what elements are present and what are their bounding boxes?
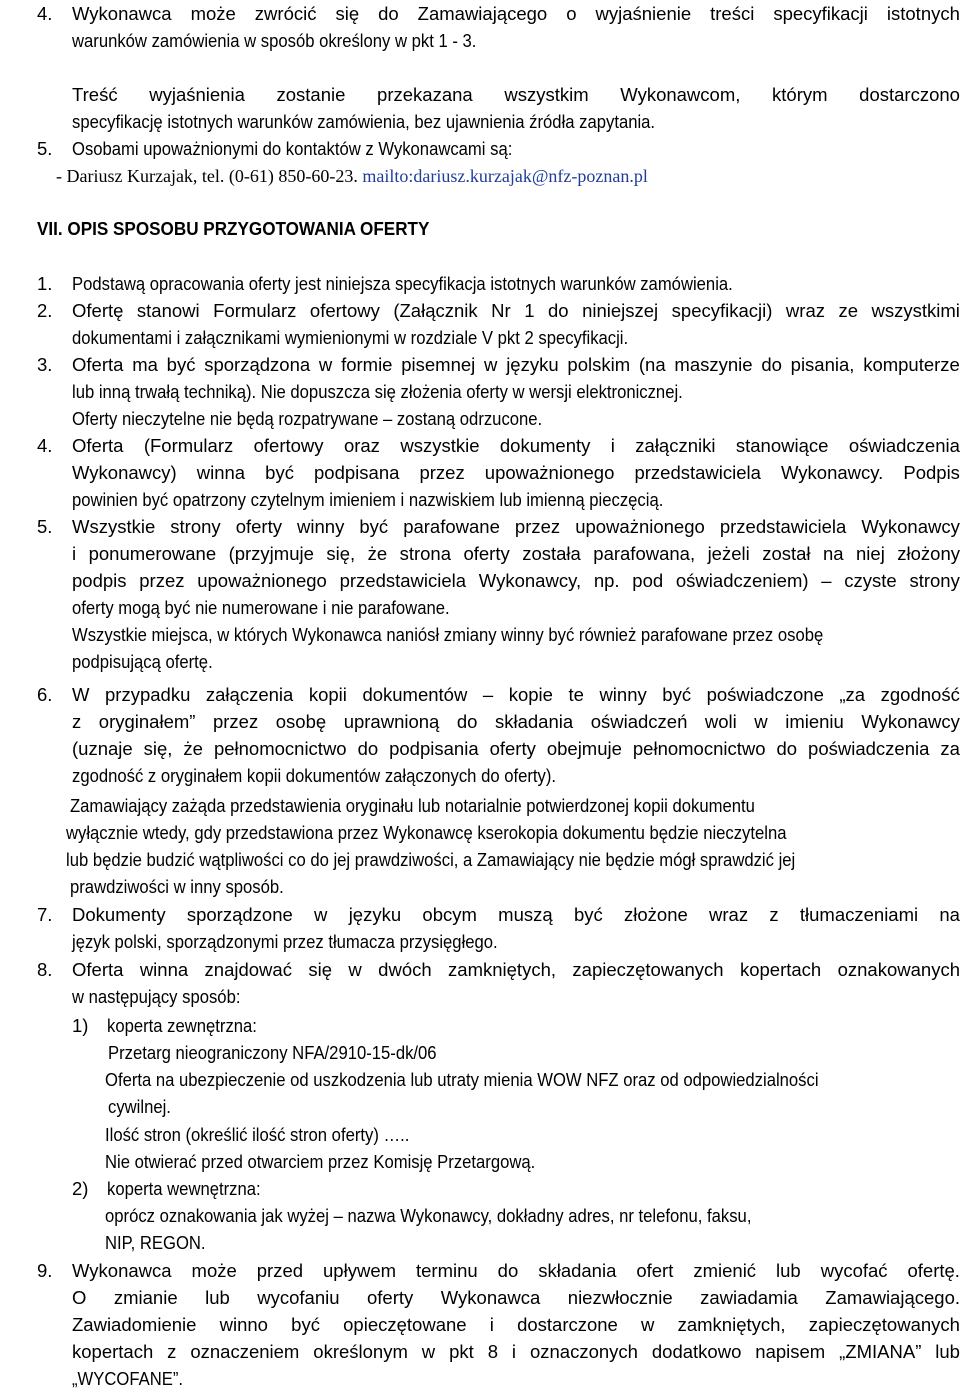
word: czyste [844,570,897,591]
word: Zawiadomienie [72,1314,197,1335]
word: – [482,684,494,705]
word: imieniu [785,711,844,732]
word: pisemnej [401,354,476,375]
text-line: warunków zamówienia w sposób określony w pkt 1 - 3. [72,30,477,51]
text-line: prawdziwości w inny sposób. [70,876,284,897]
word: O [72,1287,87,1308]
word: być [359,516,389,537]
justified-line [72,1313,960,1337]
text-line: język polski, sporządzonymi przez tłumacza przysięgłego. [72,931,498,952]
word: może [190,3,236,24]
text-line: koperta zewnętrzna: [107,1015,257,1036]
word: tłumaczeniami [799,904,919,925]
word: za [940,738,960,759]
word: ofertowy [309,300,380,321]
justified-line [72,1286,960,1310]
word: Formularz [213,300,297,321]
word: oświadczeń [590,711,688,732]
justified-line [72,1259,960,1283]
word: języku [506,354,559,375]
word: winna [139,959,189,980]
word: że [183,738,203,759]
word: pełnomocnictwo [632,738,766,759]
word: do [776,738,798,759]
word: dwóch [378,959,432,980]
word: treści [710,3,755,24]
word: Oferta [72,435,124,456]
word: winny [297,516,345,537]
word: wycofaniu [257,1287,340,1308]
word: niezwłocznie [567,1287,673,1308]
word: Wykonawca [72,1260,172,1281]
word: jeżeli [707,543,750,564]
item-number: 7. [37,904,53,925]
word: w [348,959,362,980]
word: woli [704,711,737,732]
text-line: Zamawiający zażąda przedstawienia oryginału lub notarialnie potwierdzonej kopii dokumentu [70,795,755,816]
word: dodatkowo [651,1341,742,1362]
word: być [573,904,603,925]
item-number: 3. [37,354,53,375]
word: na [939,904,960,925]
word: parafowane [403,516,500,537]
word: złożony [897,543,960,564]
word: Wykonawcy [861,711,960,732]
word: pisania, [790,354,855,375]
word: oferty [489,738,536,759]
word: z [72,711,82,732]
word: podpis [72,570,127,591]
word: zmienić [693,1260,757,1281]
word: składania [494,711,574,732]
justified-line [72,569,960,593]
text-line: Oferty nieczytelne nie będą rozpatrywane – zostaną odrzucone. [72,408,543,429]
word: napisem [755,1341,826,1362]
word: do [456,711,478,732]
word: do [497,1260,519,1281]
text-line: lub inną trwałą techniką). Nie dopuszcza się złożenia oferty w wersji elektronicznej. [72,381,683,402]
word: „za [839,684,866,705]
word: Wykonawcy [861,516,960,537]
text-line: wyłącznie wtedy, gdy przedstawiona przez Wykonawcę kserokopia dokumentu będzie nieczytelna [66,822,787,843]
word: przez [212,711,259,732]
word: oświadczenia [848,435,960,456]
word: ze [838,300,859,321]
word: przez [139,570,185,591]
word: może [191,1260,237,1281]
word: w [421,1341,436,1362]
word: strony [909,570,960,591]
word: dokumentów [362,684,468,705]
word: Wykonawcy, [478,570,582,591]
word: oznaczeniem [190,1341,300,1362]
word: się [308,959,333,980]
word: lub [205,1287,230,1308]
word: Wszystkie [72,516,156,537]
text-line: w następujący sposób: [72,986,241,1007]
word: być [265,462,294,483]
word: istotnych [886,3,960,24]
word: dostarczone [517,1314,618,1335]
word: do [761,354,782,375]
word: składania [538,1260,617,1281]
word: niniejszej [582,300,659,321]
word: i [610,435,615,456]
email-link[interactable]: mailto:dariusz.kurzajak@nfz-poznan.pl [362,166,648,186]
word: parafowana, [593,543,696,564]
word: (uznaje [72,738,133,759]
word: do [378,3,399,24]
subitem-number: 2) [72,1178,89,1199]
text-line: Przetarg nieograniczony NFA/2910-15-dk/06 [108,1042,437,1063]
word: ma [132,354,158,375]
word: upoważnionego [197,570,327,591]
text-line: cywilnej. [108,1096,171,1117]
word: winno [219,1314,268,1335]
word: W [72,684,90,705]
text-line: zgodność z oryginałem kopii dokumentów załączonych do oferty). [72,765,557,786]
word: pod [632,570,664,591]
word: i [511,1341,517,1362]
word: wszystkie [400,435,480,456]
word: na [822,543,844,564]
word: wyjaśnienie [595,3,692,24]
word: w [754,711,768,732]
word: podpisana [314,462,400,483]
word: zwrócić [254,3,317,24]
item-number: 4. [37,435,53,456]
word: o [566,3,577,24]
text-line: powinien być opatrzony czytelnym imieniem i nazwiskiem lub imienną pieczęcią. [72,489,664,510]
word: zapieczętowanych [808,1314,960,1335]
section-heading: VII. OPIS SPOSOBU PRZYGOTOWANIA OFERTY [37,219,430,239]
word: zamkniętych, [448,959,557,980]
justified-line [72,683,960,707]
word: strona [399,543,452,564]
word: przypadku [105,684,191,705]
word: winna [196,462,246,483]
word: sporządzona [204,354,311,375]
word: 8 [487,1341,498,1362]
word: formie [341,354,393,375]
item-number: 4. [37,3,53,24]
word: 1 [524,300,535,321]
word: poświadczone [706,684,824,705]
word: został [762,543,811,564]
word: została [522,543,581,564]
word: Dokumenty [72,904,166,925]
word: zmianie [113,1287,178,1308]
contact-text: - Dariusz Kurzajak, tel. (0-61) 850-60-23. [56,166,358,186]
text-line: specyfikację istotnych warunków zamówienia, bez ujawnienia źródła zapytania. [72,111,656,132]
word: (przyjmuje [228,543,314,564]
word: niej [856,543,885,564]
word: Zamawiającego [417,3,548,24]
word: (Formularz [143,435,234,456]
word: ofertę. [907,1260,960,1281]
word: osobę [275,711,327,732]
word: się, [326,543,356,564]
word: sporządzone [186,904,293,925]
word: oferty [366,1287,414,1308]
word: przez [419,462,465,483]
word: przekazana [377,84,473,105]
word: z [167,1341,177,1362]
word: „ZMIANA” [839,1341,922,1362]
word: kopii [308,684,347,705]
text-line: oprócz oznakowania jak wyżej – nazwa Wykonawcy, dokładny adres, nr telefonu, faksu, [105,1205,752,1226]
word: kopertach [72,1341,154,1362]
word: oryginałem” [98,711,196,732]
word: Nr [491,300,511,321]
word: być [662,684,692,705]
text-line: Wszystkie miejsca, w których Wykonawca naniósł zmiany winny być również parafowane przez osobę [72,624,824,645]
text-line: NIP, REGON. [105,1232,206,1253]
item-number: 1. [37,273,53,294]
justified-line [72,353,960,377]
text-line: „WYCOFANE”. [72,1368,184,1389]
text-line: Oferta na ubezpieczenie od uszkodzenia lub utraty mienia WOW NFZ oraz od odpowiedzialności [105,1069,819,1090]
word: Wykonawcy) [72,462,177,483]
item-number: 6. [37,684,53,705]
word: załączenia [205,684,294,705]
word: wraz [785,300,825,321]
justified-line [72,1340,960,1364]
word: przez [514,516,561,537]
text-line: oferty mogą być nie numerowane i nie parafowane. [72,597,450,618]
word: polskim [567,354,631,375]
word: być [291,1314,320,1335]
word: oferty [235,516,282,537]
word: specyfikacji) [671,300,773,321]
word: oświadczeniem) [675,570,809,591]
item-number: 8. [37,959,53,980]
word: Ofertę [72,300,124,321]
word: lub [776,1260,801,1281]
word: upoważnionego [484,462,615,483]
word: komputerze [863,354,960,375]
word: pełnomocnictwo [213,738,347,759]
justified-line [72,903,960,927]
word: dokumenty [499,435,591,456]
word: terminu [415,1260,478,1281]
word: zostanie [276,84,346,105]
word: Wykonawca [72,3,172,24]
word: kopertach [739,959,822,980]
word: którym [772,84,828,105]
text-line: Podstawą opracowania oferty jest niniejsza specyfikacja istotnych warunków zamówienia. [72,273,733,294]
word: oznaczonych [529,1341,638,1362]
word: oferty [463,543,510,564]
text-line: lub będzie budzić wątpliwości co do jej prawdziwości, a Zamawiający nie będzie mógł sprawdzić jej [66,849,796,870]
word: przed [256,1260,304,1281]
justified-line [72,83,960,107]
word: Oferta [72,354,124,375]
word: te [568,684,584,705]
word: Oferta [72,959,124,980]
word: obcym [422,904,477,925]
word: uprawnioną [343,711,440,732]
word: języku [348,904,402,925]
justified-line [72,2,960,26]
word: ofert [636,1260,674,1281]
word: strony [170,516,221,537]
word: przedstawiciela [634,462,761,483]
word: i [489,1314,494,1335]
text-line: koperta wewnętrzna: [107,1178,261,1199]
justified-line [72,434,960,458]
word: specyfikacji [773,3,868,24]
item-number: 5. [37,138,53,159]
subitem-number: 1) [72,1015,89,1036]
justified-line [72,958,960,982]
word: oznakowanych [837,959,960,980]
item-number: 5. [37,516,53,537]
item-number: 2. [37,300,53,321]
word: kopie [508,684,553,705]
word: muszą [498,904,553,925]
word: wszystkim [504,84,589,105]
word: zamkniętych, [677,1314,786,1335]
justified-line [72,515,960,539]
text-line: dokumentami i załącznikami wymienionymi w rozdziale V pkt 2 specyfikacji. [72,327,629,348]
word: – [821,570,832,591]
word: Treść [72,84,118,105]
word: zgodność [880,684,960,705]
word: wraz [709,904,749,925]
word: w [484,354,498,375]
word: dostarczono [859,84,960,105]
word: z [769,904,779,925]
word: np. [593,570,620,591]
word: wszystkimi [871,300,960,321]
word: że [367,543,388,564]
word: określonym [313,1341,408,1362]
word: Wykonawcom, [620,84,741,105]
item-number: 9. [37,1260,53,1281]
word: Podpis [903,462,960,483]
word: pkt [449,1341,474,1362]
word: ponumerowane [88,543,217,564]
word: w [641,1314,655,1335]
word: w [314,904,328,925]
text-line: Nie otwierać przed otwarciem przez Komisję Przetargową. [105,1151,536,1172]
word: w [318,354,333,375]
word: i [72,543,77,564]
word: opieczętowane [343,1314,467,1335]
word: Zamawiającego. [825,1287,960,1308]
word: zapieczętowanych [572,959,724,980]
word: złożone [624,904,688,925]
text-line: podpisującą ofertę. [72,651,213,672]
word: wycofać [820,1260,888,1281]
word: obejmuje [546,738,622,759]
word: stanowiące [735,435,829,456]
text-line: Osobami upoważnionymi do kontaktów z Wykonawcami są: [72,138,513,159]
word: być [166,354,196,375]
word: wyjaśnienia [149,84,245,105]
text-line: Ilość stron (określić ilość stron oferty) ….. [105,1124,410,1145]
word: podpisania [389,738,479,759]
word: przedstawiciela [719,516,847,537]
word: upływem [323,1260,397,1281]
word: do [357,738,379,759]
word: poświadczenia [808,738,930,759]
justified-line [72,299,960,323]
justified-line [72,710,960,734]
word: znajdować [204,959,292,980]
word: (na [638,354,666,375]
word: winny [599,684,647,705]
word: Wykonawca [440,1287,541,1308]
word: przedstawiciela [339,570,467,591]
word: załączniki [635,435,716,456]
word: się [335,3,360,24]
justified-line [72,542,960,566]
word: maszynie [674,354,753,375]
word: lub [935,1341,960,1362]
word: oraz [343,435,380,456]
word: stanowi [136,300,200,321]
word: Wykonawcy. [781,462,884,483]
word: ofertowy [253,435,324,456]
justified-line [72,461,960,485]
justified-line [72,737,960,761]
word: się, [143,738,173,759]
word: (Załącznik [393,300,478,321]
word: upoważnionego [575,516,705,537]
word: zawiadamia [700,1287,798,1308]
contact-line [56,164,648,188]
word: do [547,300,569,321]
